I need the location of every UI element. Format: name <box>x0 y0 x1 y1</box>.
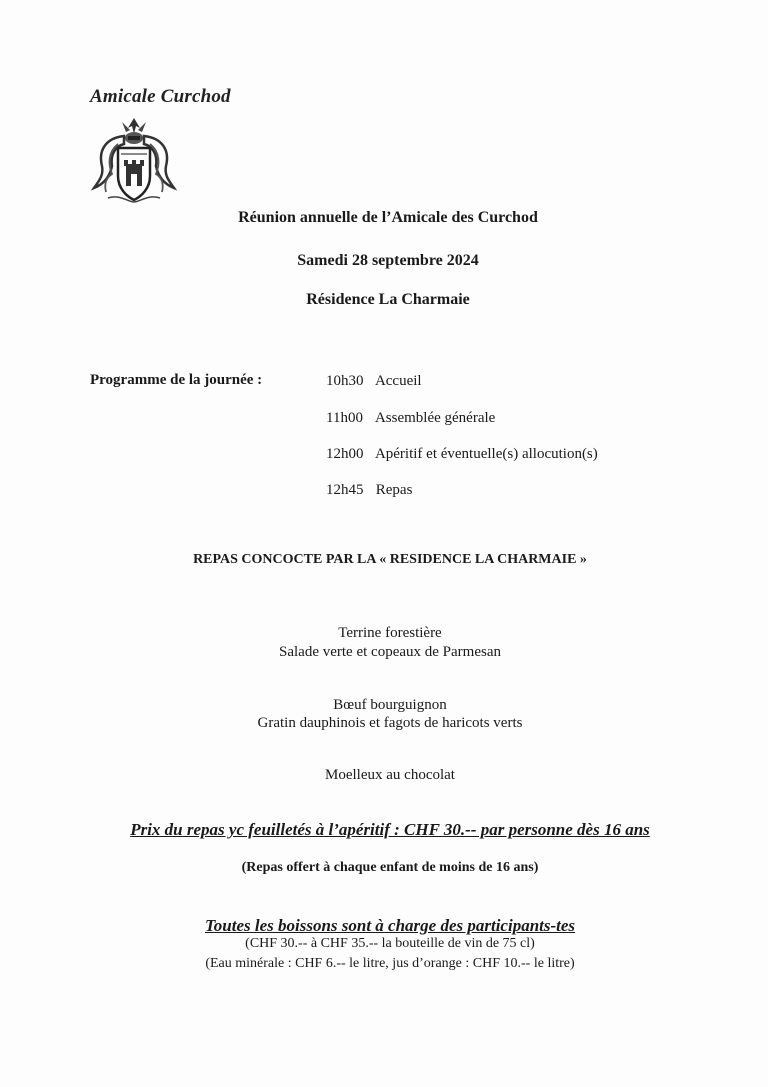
coat-of-arms-icon <box>88 114 180 206</box>
children-note: (Repas offert à chaque enfant de moins de 16 ans) <box>241 860 539 875</box>
event-title: Réunion annuelle de l’Amicale des Curchod <box>238 209 538 226</box>
menu-line: Gratin dauphinois et fagots de haricots verts <box>257 715 523 731</box>
program-activity: Apéritif et éventuelle(s) allocution(s) <box>374 446 598 462</box>
drinks-note: (CHF 30.-- à CHF 35.-- la bouteille de vin de 75 cl) <box>245 936 535 951</box>
drinks-title: Toutes les boissons sont à charge des participants-tes <box>204 916 576 935</box>
program-item <box>326 446 598 463</box>
meal-price: Prix du repas yc feuilletés à l’apéritif : CHF 30.-- par personne dès 16 ans <box>130 820 650 839</box>
menu-line: Salade verte et copeaux de Parmesan <box>279 644 501 660</box>
event-venue: Résidence La Charmaie <box>306 291 470 308</box>
menu-line: Terrine forestière <box>338 625 442 641</box>
program-item <box>326 373 422 390</box>
brand-name: Amicale Curchod <box>90 86 231 107</box>
program-item <box>326 410 495 427</box>
program-time: 11h00 <box>326 410 363 426</box>
program-label: Programme de la journée : <box>90 372 263 388</box>
program-activity: Assemblée générale <box>374 410 496 426</box>
drinks-note: (Eau minérale : CHF 6.-- le litre, jus d’orange : CHF 10.-- le litre) <box>205 956 575 971</box>
event-date: Samedi 28 septembre 2024 <box>297 252 479 269</box>
program-time: 10h30 <box>326 373 364 389</box>
menu-line: Bœuf bourguignon <box>333 697 447 713</box>
program-activity: Accueil <box>374 373 422 389</box>
menu-title: REPAS CONCOCTE PAR LA « RESIDENCE LA CHARMAIE » <box>193 552 587 567</box>
menu-line: Moelleux au chocolat <box>325 767 455 783</box>
program-item <box>326 482 412 499</box>
program-time: 12h45 <box>326 482 364 498</box>
program-time: 12h00 <box>326 446 364 462</box>
program-activity: Repas <box>375 482 413 498</box>
